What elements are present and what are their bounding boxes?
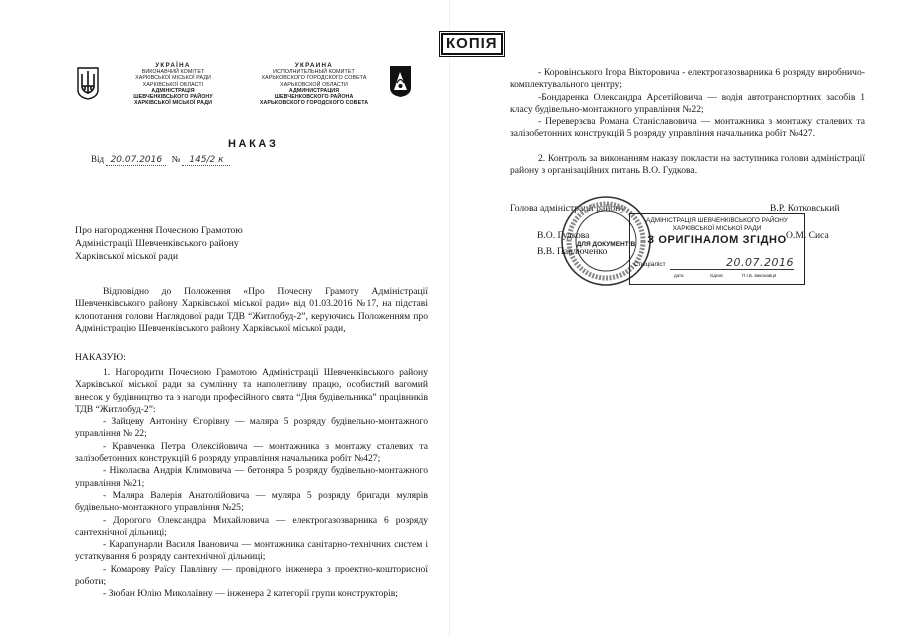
signature-position: Голова адміністрації району [510, 203, 626, 214]
subject-line: Про нагородження Почесною Грамотою [75, 225, 243, 236]
awardee-item: - Зайцеву Антоніну Єгорівну — маляра 5 розряду будівельно-монтажного управління № 22; [75, 416, 428, 440]
header-left [103, 63, 243, 106]
document-type-title: НАКАЗ [228, 138, 279, 150]
certification-stamp [629, 213, 805, 285]
subject-line: Адміністрації Шевченківського району [75, 238, 239, 250]
stamp-caption-name: П.І.Б. виконавця [742, 273, 777, 278]
header-right-line3: ХАРЬКОВСКОЙ ОБЛАСТИ [280, 81, 348, 88]
header-left-line6: ХАРКІВСЬКОЇ МІСЬКОЇ РАДИ [133, 100, 212, 107]
preamble [75, 286, 428, 335]
stamp-caption-sign: підпис [710, 273, 724, 278]
right-page [446, 0, 899, 637]
city-emblem-icon [388, 64, 413, 98]
subject-line: Харківської міської ради [75, 251, 179, 263]
approval-left-name: В.О. Гудкова [537, 230, 590, 241]
awardee-item: - Карапунарли Василя Івановича — монтажника санітарно-технічних систем і устаткування 6 розряду сантехнічної дільниці; [75, 539, 428, 563]
awardee-item: - Маляра Валерія Анатолійовича — муляра 5 розряду бригади мулярів будівельно-монтажного управління №25; [75, 489, 428, 514]
header-left-line3: ХАРКІВСЬКОЇ ОБЛАСТІ [142, 81, 204, 88]
awardee-item: - Дорогого Олександра Михайловича — електрогазозварника 6 розряду сантехнічної дільниці; [75, 514, 428, 538]
item-2-text: 2. Контроль за виконанням наказу покласти на заступника голови адміністрації району з організаційних питань В.О. Гудкова. [510, 153, 865, 177]
stamp-line1: АДМІНІСТРАЦІЯ ШЕВЧЕНКІВСЬКОГО РАЙОНУ [646, 217, 788, 224]
stamp-handwritten-date: 20.07.2016 [670, 256, 794, 270]
header-left-line5: ШЕВЧЕНКІВСЬКОГО РАЙОНУ [133, 94, 213, 101]
awardee-item: - Зюбан Юлію Миколаївну — інженера 2 категорії групи конструкторів; [103, 588, 398, 600]
awardee-item: - Ніколаєва Андрія Климовича — бетоняра 5 розряду будівельно-монтажного управління №21; [75, 465, 428, 489]
copy-stamp: КОПІЯ [441, 33, 503, 55]
header-right-line2: ХАРЬКОВСКОГО ГОРОДСКОГО СОВЕТА [261, 75, 367, 82]
order-items-right [510, 67, 865, 141]
header-left-line1: ВИКОНАВЧИЙ КОМІТЕТ [141, 69, 205, 76]
stamp-specialist: Спеціаліст [634, 261, 666, 268]
stamp-caption-date: дата [674, 273, 684, 278]
header-left-country: УКРАЇНА [155, 62, 191, 69]
awardee-item: - Комарову Раїсу Павлівну — провідного інженера з проектно-кошторисної роботи; [75, 563, 428, 588]
item-1-intro: 1. Нагородити Почесною Грамотою Адміністрації Шевченківського району Харківської міської ради за сумлінну та наполегливу працю, особистий вагомий внесок у будівництво та з нагоди професійного свята “Дня будівельника” працівників ТДВ “Житлобуд-2”: [75, 367, 428, 415]
header-right-country: УКРАИНА [294, 62, 334, 69]
date-prefix: Від [91, 154, 105, 164]
number-prefix: № [171, 154, 181, 164]
preamble-text: Відповідно до Положення «Про Почесну Грамоту Адміністрації Шевченківського району Харківської міської ради» від 01.03.2016 №17, на підставі клопотання голови Наглядової ради ТДВ “Житлобуд-2”, керуючись Положенням про Адміністрацію Шевченківського району Харківської міської ради, [75, 286, 428, 334]
header-right-line4: АДМИНИСТРАЦИЯ [288, 87, 340, 94]
stamp-main: З ОРИГІНАЛОМ ЗГІДНО [647, 234, 787, 246]
date-number-line [91, 154, 230, 166]
order-word: НАКАЗУЮ: [75, 352, 126, 363]
number-value: 145/2 к [182, 155, 230, 166]
header-right-line5: ШЕВЧЕНКОВСКОГО РАЙОНА [274, 94, 354, 101]
approval-left-sub: В.В. Павлюченко [537, 246, 608, 257]
subject-block [75, 224, 243, 264]
order-items-left [75, 367, 428, 601]
trident-emblem-icon [76, 66, 100, 100]
awardee-item: - Кравченка Петра Олексійовича — монтажника з монтажу сталевих та залізобетонних конструкцій 6 розряду управління начальника робіт №427; [75, 440, 428, 465]
awardee-item: - Коровінського Ігора Вікторовича - електрогазозварника 6 розряду виробничо-комплектувального центру; [510, 67, 865, 91]
header-left-line4: АДМІНІСТРАЦІЯ [151, 87, 195, 94]
header-left-line2: ХАРКІВСЬКОЇ МІСЬКОЇ РАДИ [135, 75, 211, 82]
awardee-item: - Переверзєва Романа Станіславовича — монтажника з монтажу сталевих та залізобетонних конструкцій 5 розряду управління начальника робіт №427. [510, 116, 865, 140]
date-value: 20.07.2016 [106, 155, 166, 166]
round-seal-text: ДЛЯ ДОКУМЕНТІВ [576, 241, 636, 248]
item-2 [510, 153, 865, 178]
approval-right-name: О.М. Сиса [786, 230, 829, 241]
stamp-line2: ХАРКІВСЬКОЇ МІСЬКОЇ РАДИ [672, 224, 762, 232]
header-right-line1: ИСПОЛНИТЕЛЬНЫЙ КОМИТЕТ [273, 69, 355, 76]
signature-name: В.Р. Котковський [770, 203, 840, 214]
awardee-item: -Бондаренка Олександра Арсетійовича — водія автотранспортних засобів 1 класу будівельно-монтажного управління №22; [510, 91, 865, 115]
header-right-line6: ХАРЬКОВСКОГО ГОРОДСКОГО СОВЕТА [259, 100, 369, 107]
header-right [244, 63, 384, 106]
